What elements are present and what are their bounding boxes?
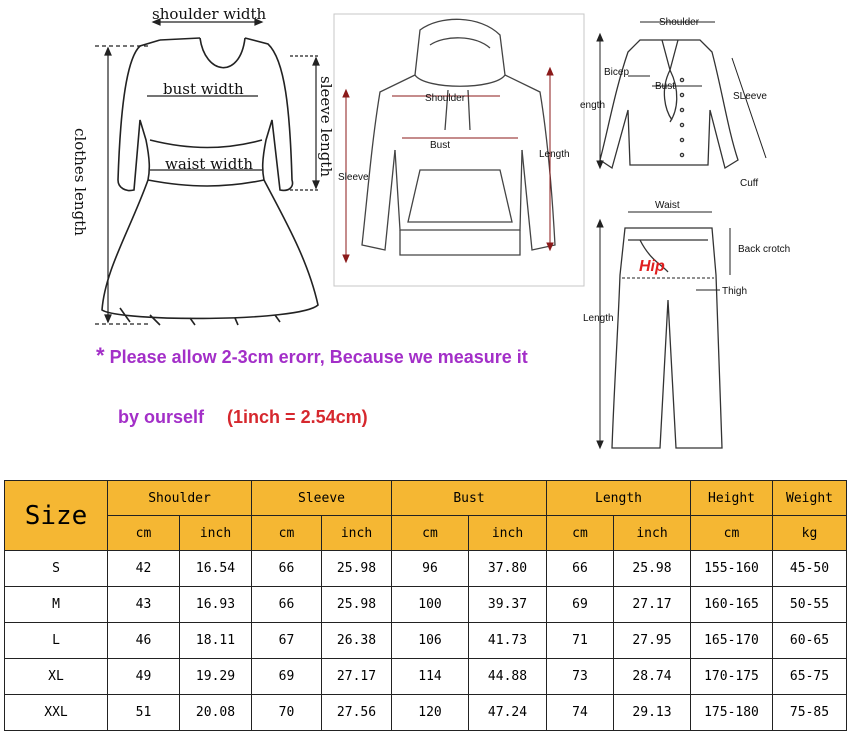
table-row — [5, 551, 847, 587]
cell-size: S — [5, 551, 108, 587]
table-row — [5, 659, 847, 695]
table-cell: 45-50 — [773, 551, 847, 587]
unit-header: cm — [108, 516, 180, 551]
unit-header: inch — [322, 516, 392, 551]
cell-size: XXL — [5, 695, 108, 731]
table-cell: 50-55 — [773, 587, 847, 623]
table-cell: 44.88 — [469, 659, 547, 695]
measurement-note — [96, 343, 528, 369]
label-blouse-sleeve: SLeeve — [733, 91, 767, 102]
label-blouse-shoulder: Shoulder — [659, 17, 700, 28]
table-row — [5, 587, 847, 623]
table-row — [5, 623, 847, 659]
unit-header: inch — [180, 516, 252, 551]
table-cell: 160-165 — [691, 587, 773, 623]
table-cell: 27.17 — [322, 659, 392, 695]
cell-size: XL — [5, 659, 108, 695]
table-cell: 66 — [547, 551, 614, 587]
table-cell: 49 — [108, 659, 180, 695]
table-cell: 170-175 — [691, 659, 773, 695]
label-hoodie-sleeve: Sleeve — [338, 172, 369, 183]
table-cell: 65-75 — [773, 659, 847, 695]
note-star: * — [96, 343, 105, 368]
table-cell: 37.80 — [469, 551, 547, 587]
table-cell: 120 — [392, 695, 469, 731]
table-header-units — [5, 516, 847, 551]
table-cell: 100 — [392, 587, 469, 623]
group-header: Weight — [773, 481, 847, 516]
label-hoodie-bust: Bust — [430, 140, 451, 151]
table-cell: 25.98 — [322, 587, 392, 623]
table-cell: 26.38 — [322, 623, 392, 659]
table-cell: 114 — [392, 659, 469, 695]
unit-header: inch — [614, 516, 691, 551]
table-row — [5, 695, 847, 731]
table-cell: 165-170 — [691, 623, 773, 659]
table-cell: 18.11 — [180, 623, 252, 659]
table-cell: 75-85 — [773, 695, 847, 731]
table-cell: 66 — [252, 587, 322, 623]
table-cell: 16.54 — [180, 551, 252, 587]
unit-header: cm — [691, 516, 773, 551]
table-cell: 51 — [108, 695, 180, 731]
group-header: Sleeve — [252, 481, 392, 516]
group-header: Shoulder — [108, 481, 252, 516]
table-cell: 27.17 — [614, 587, 691, 623]
table-cell: 25.98 — [322, 551, 392, 587]
label-sleeve-length: sleeve length — [317, 76, 335, 177]
unit-header: cm — [392, 516, 469, 551]
label-blouse-bicep: Bicep — [604, 67, 630, 78]
table-cell: 69 — [252, 659, 322, 695]
note-line1: Please allow 2-3cm erorr, Because we measure it — [109, 347, 528, 367]
unit-header: kg — [773, 516, 847, 551]
label-shoulder-width: shoulder width — [152, 5, 267, 23]
unit-header: cm — [547, 516, 614, 551]
cell-size: L — [5, 623, 108, 659]
label-pants-back-crotch: Back crotch — [738, 244, 791, 255]
label-bust-width: bust width — [163, 80, 244, 98]
table-cell: 46 — [108, 623, 180, 659]
table-cell: 175-180 — [691, 695, 773, 731]
label-pants-hip: Hip — [639, 258, 665, 275]
table-cell: 74 — [547, 695, 614, 731]
table-cell: 41.73 — [469, 623, 547, 659]
label-blouse-bust: Bust — [655, 81, 676, 92]
table-cell: 47.24 — [469, 695, 547, 731]
note-inch-conversion: (1inch = 2.54cm) — [227, 407, 368, 427]
size-chart-table — [4, 480, 847, 731]
group-header: Bust — [392, 481, 547, 516]
table-cell: 96 — [392, 551, 469, 587]
label-hoodie-length: Length — [539, 149, 570, 160]
group-header: Length — [547, 481, 691, 516]
size-header: Size — [5, 481, 108, 551]
table-cell: 42 — [108, 551, 180, 587]
label-pants-thigh: Thigh — [722, 286, 748, 297]
pants-sketch — [612, 228, 722, 448]
table-cell: 69 — [547, 587, 614, 623]
label-hoodie-shoulder: Shoulder — [425, 93, 466, 104]
label-pants-length: Length — [583, 313, 614, 324]
table-cell: 43 — [108, 587, 180, 623]
table-cell: 67 — [252, 623, 322, 659]
table-cell: 25.98 — [614, 551, 691, 587]
table-cell: 19.29 — [180, 659, 252, 695]
table-header-groups — [5, 481, 847, 516]
cell-size: M — [5, 587, 108, 623]
table-cell: 27.56 — [322, 695, 392, 731]
table-cell: 71 — [547, 623, 614, 659]
table-cell: 106 — [392, 623, 469, 659]
table-cell: 16.93 — [180, 587, 252, 623]
table-cell: 39.37 — [469, 587, 547, 623]
table-cell: 66 — [252, 551, 322, 587]
label-blouse-cuff: Cuff — [740, 178, 759, 189]
note-line2-by-ourself: by ourself — [118, 407, 205, 427]
table-cell: 29.13 — [614, 695, 691, 731]
table-cell: 20.08 — [180, 695, 252, 731]
table-cell: 73 — [547, 659, 614, 695]
label-clothes-length: clothes length — [71, 128, 89, 236]
table-cell: 28.74 — [614, 659, 691, 695]
table-cell: 27.95 — [614, 623, 691, 659]
label-blouse-length: ength — [580, 100, 606, 111]
measurement-note-2 — [118, 407, 368, 428]
table-cell: 70 — [252, 695, 322, 731]
unit-header: inch — [469, 516, 547, 551]
table-cell: 155-160 — [691, 551, 773, 587]
label-waist-width: waist width — [165, 155, 254, 173]
unit-header: cm — [252, 516, 322, 551]
label-pants-waist: Waist — [655, 200, 680, 211]
table-cell: 60-65 — [773, 623, 847, 659]
blouse-sketch — [600, 40, 738, 168]
group-header: Height — [691, 481, 773, 516]
